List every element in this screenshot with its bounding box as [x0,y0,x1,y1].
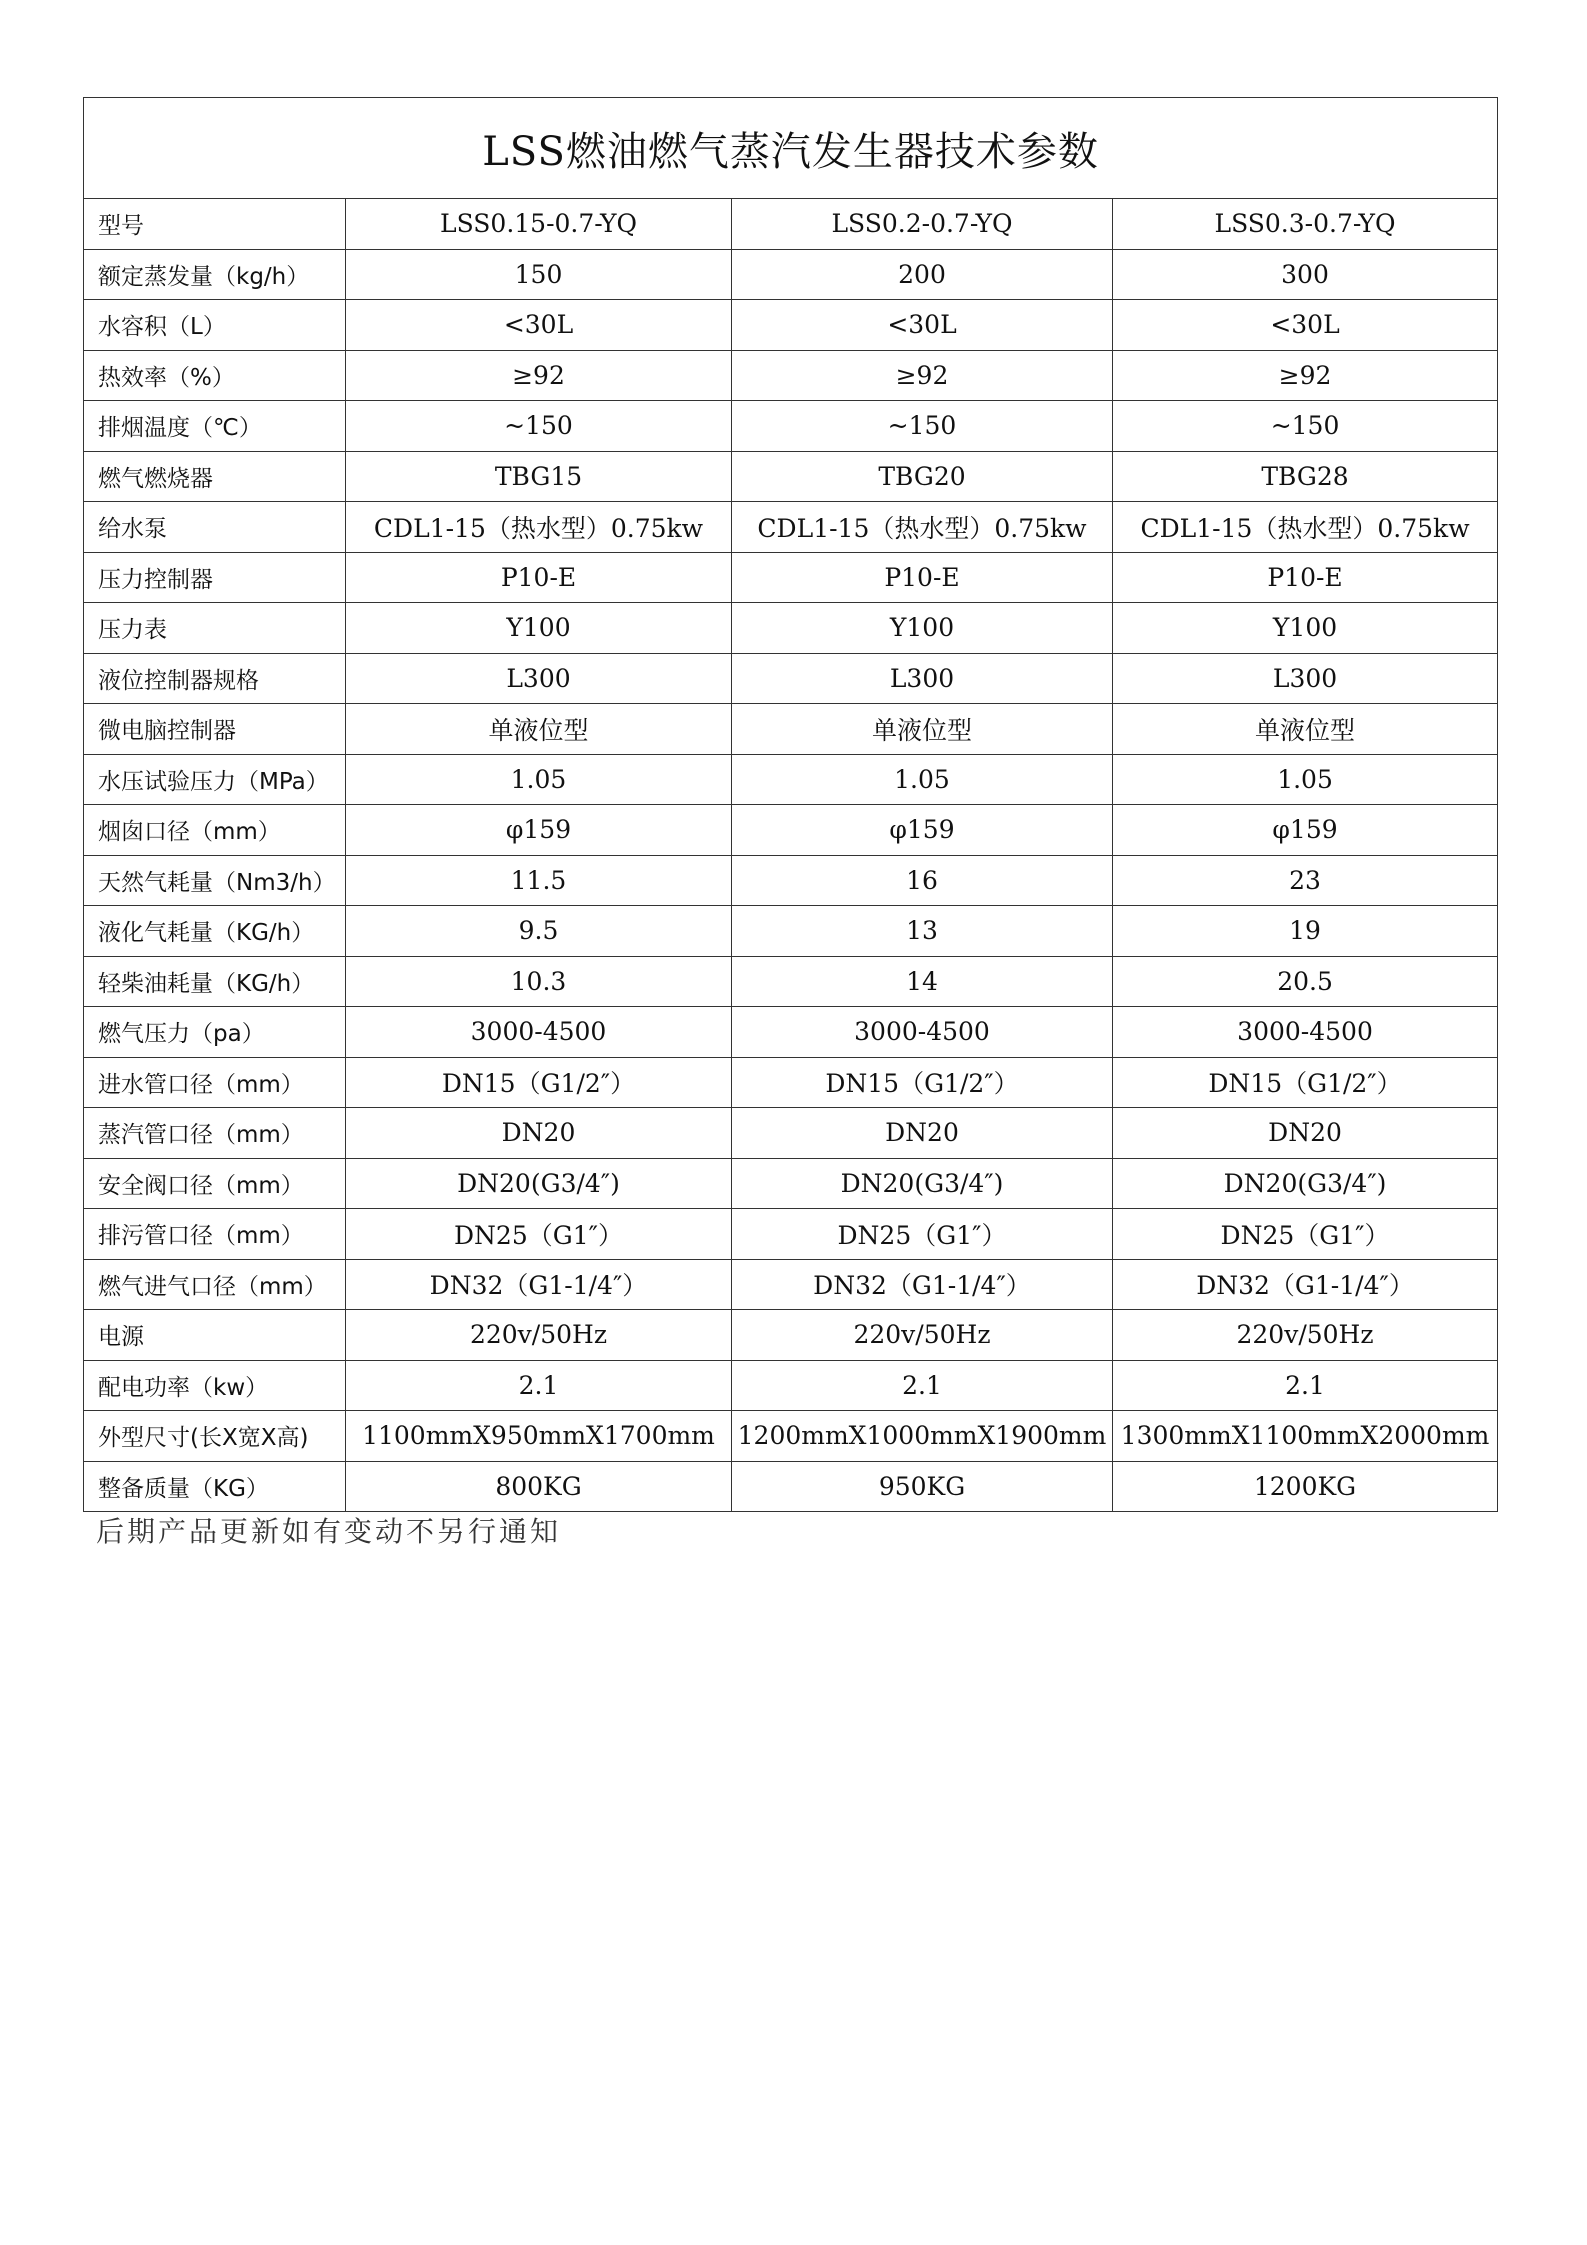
row-label: 水容积（L） [84,300,346,351]
row-value: 950KG [732,1461,1113,1512]
row-label: 外型尺寸(长X宽X高) [84,1411,346,1462]
row-value: DN15（G1/2″） [732,1057,1113,1108]
row-value: <30L [732,300,1113,351]
row-label: 给水泵 [84,502,346,553]
row-value: 220v/50Hz [1113,1310,1498,1361]
row-value: P10-E [732,552,1113,603]
row-value: φ159 [732,805,1113,856]
row-label: 压力表 [84,603,346,654]
row-label: 燃气进气口径（mm） [84,1259,346,1310]
row-value: ~150 [1113,401,1498,452]
row-value: 1300mmX1100mmX2000mm [1113,1411,1498,1462]
row-label: 额定蒸发量（kg/h） [84,249,346,300]
table-row [84,653,1498,704]
row-label: 蒸汽管口径（mm） [84,1108,346,1159]
row-value: 2.1 [1113,1360,1498,1411]
row-value: 16 [732,855,1113,906]
row-value: L300 [346,653,732,704]
row-label: 热效率（%） [84,350,346,401]
row-value: φ159 [346,805,732,856]
row-value: LSS0.15-0.7-YQ [346,199,732,250]
table-row [84,1259,1498,1310]
row-value: ≥92 [732,350,1113,401]
row-value: 1.05 [732,754,1113,805]
table-row [84,1209,1498,1260]
row-value: 150 [346,249,732,300]
row-value: Y100 [346,603,732,654]
table-row [84,552,1498,603]
table-row [84,451,1498,502]
row-value: DN25（G1″） [1113,1209,1498,1260]
table-row [84,855,1498,906]
row-value: TBG28 [1113,451,1498,502]
row-value: P10-E [346,552,732,603]
row-value: 单液位型 [346,704,732,755]
table-row [84,502,1498,553]
row-value: 2.1 [346,1360,732,1411]
row-value: 3000-4500 [346,1007,732,1058]
row-value: ≥92 [346,350,732,401]
row-value: 220v/50Hz [732,1310,1113,1361]
row-value: ~150 [346,401,732,452]
row-value: <30L [1113,300,1498,351]
row-value: DN20 [1113,1108,1498,1159]
row-value: 1200mmX1000mmX1900mm [732,1411,1113,1462]
row-value: 11.5 [346,855,732,906]
row-value: DN20 [732,1108,1113,1159]
table-row [84,1158,1498,1209]
row-value: DN32（G1-1/4″） [1113,1259,1498,1310]
row-label: 燃气燃烧器 [84,451,346,502]
row-value: L300 [732,653,1113,704]
table-row [84,401,1498,452]
row-label: 天然气耗量（Nm3/h） [84,855,346,906]
row-value: 20.5 [1113,956,1498,1007]
row-value: 单液位型 [1113,704,1498,755]
row-value: LSS0.2-0.7-YQ [732,199,1113,250]
table-row [84,1461,1498,1512]
title-row [84,98,1498,199]
row-value: Y100 [732,603,1113,654]
row-value: 1100mmX950mmX1700mm [346,1411,732,1462]
row-value: 9.5 [346,906,732,957]
row-value: DN32（G1-1/4″） [346,1259,732,1310]
row-label: 进水管口径（mm） [84,1057,346,1108]
row-value: DN20 [346,1108,732,1159]
table-row [84,1411,1498,1462]
row-value: L300 [1113,653,1498,704]
table-row [84,350,1498,401]
row-value: DN20(G3/4″) [732,1158,1113,1209]
row-value: 300 [1113,249,1498,300]
table-row [84,199,1498,250]
row-label: 排污管口径（mm） [84,1209,346,1260]
row-value: TBG15 [346,451,732,502]
row-value: DN15（G1/2″） [346,1057,732,1108]
row-value: 23 [1113,855,1498,906]
table-row [84,754,1498,805]
table-row [84,603,1498,654]
row-label: 液化气耗量（KG/h） [84,906,346,957]
row-value: 3000-4500 [1113,1007,1498,1058]
table-row [84,906,1498,957]
row-value: DN20(G3/4″) [1113,1158,1498,1209]
row-label: 液位控制器规格 [84,653,346,704]
table-row [84,704,1498,755]
row-value: CDL1-15（热水型）0.75kw [346,502,732,553]
row-value: 10.3 [346,956,732,1007]
row-value: CDL1-15（热水型）0.75kw [732,502,1113,553]
row-value: 1200KG [1113,1461,1498,1512]
row-label: 微电脑控制器 [84,704,346,755]
row-label: 压力控制器 [84,552,346,603]
row-label: 烟囱口径（mm） [84,805,346,856]
table-row [84,805,1498,856]
row-value: φ159 [1113,805,1498,856]
row-value: 1.05 [1113,754,1498,805]
row-value: CDL1-15（热水型）0.75kw [1113,502,1498,553]
row-value: ~150 [732,401,1113,452]
table-row [84,1007,1498,1058]
table-row [84,956,1498,1007]
table-row [84,1310,1498,1361]
row-value: DN20(G3/4″) [346,1158,732,1209]
row-value: 220v/50Hz [346,1310,732,1361]
footnote: 后期产品更新如有变动不另行通知 [96,1515,562,1548]
row-value: DN15（G1/2″） [1113,1057,1498,1108]
row-value: 1.05 [346,754,732,805]
table-row [84,1108,1498,1159]
row-value: <30L [346,300,732,351]
row-value: P10-E [1113,552,1498,603]
row-value: DN32（G1-1/4″） [732,1259,1113,1310]
row-label: 排烟温度（℃） [84,401,346,452]
table-title: LSS燃油燃气蒸汽发生器技术参数 [84,98,1498,199]
row-value: 14 [732,956,1113,1007]
row-value: 200 [732,249,1113,300]
row-label: 安全阀口径（mm） [84,1158,346,1209]
row-label: 型号 [84,199,346,250]
table-row [84,300,1498,351]
row-value: DN25（G1″） [346,1209,732,1260]
row-label: 水压试验压力（MPa） [84,754,346,805]
row-value: TBG20 [732,451,1113,502]
row-value: 单液位型 [732,704,1113,755]
row-value: LSS0.3-0.7-YQ [1113,199,1498,250]
table-row [84,1057,1498,1108]
row-label: 燃气压力（pa） [84,1007,346,1058]
table-row [84,1360,1498,1411]
row-label: 电源 [84,1310,346,1361]
table-row [84,249,1498,300]
row-label: 轻柴油耗量（KG/h） [84,956,346,1007]
row-value: ≥92 [1113,350,1498,401]
row-value: 3000-4500 [732,1007,1113,1058]
row-value: 13 [732,906,1113,957]
spec-table [83,97,1498,1512]
row-value: 2.1 [732,1360,1113,1411]
row-label: 配电功率（kw） [84,1360,346,1411]
row-value: 800KG [346,1461,732,1512]
row-value: 19 [1113,906,1498,957]
row-value: Y100 [1113,603,1498,654]
row-value: DN25（G1″） [732,1209,1113,1260]
row-label: 整备质量（KG） [84,1461,346,1512]
